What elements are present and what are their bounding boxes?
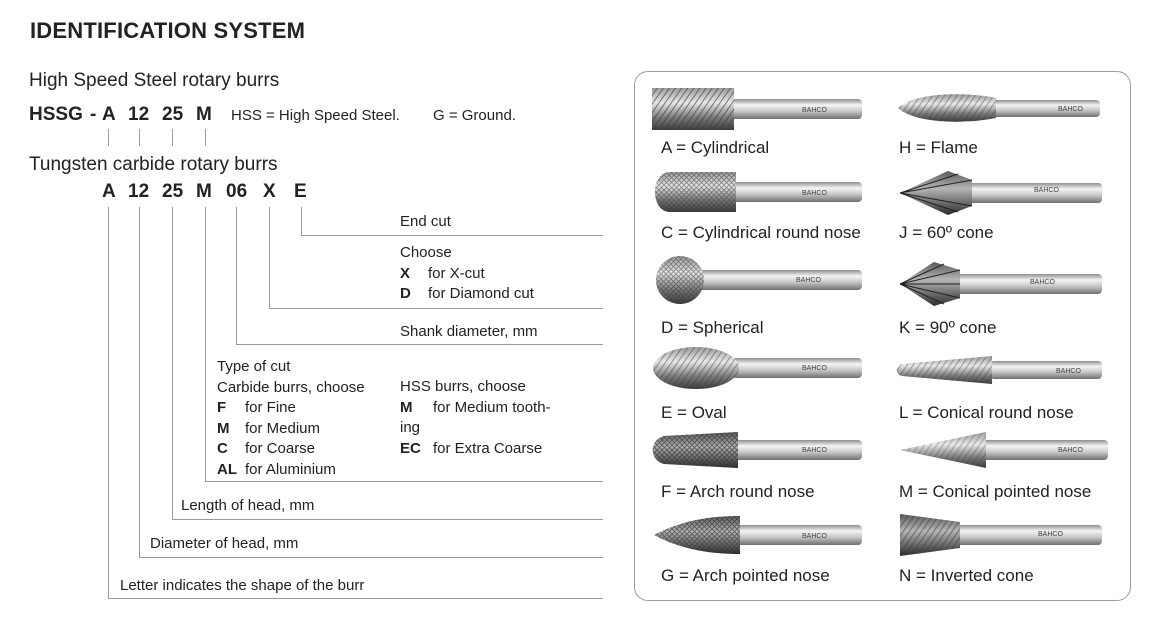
legend-carbide-choose: Carbide burrs, choose [217,378,365,396]
legend-diamond-key: D [400,285,411,302]
burr-conical-pointed-nose-image [898,430,1110,470]
burr-cylindrical-round-nose-image [654,170,864,214]
connector-endcut-h [301,235,603,236]
legend-choose-block [400,243,534,305]
brand-mark: BAHCO [1058,447,1083,454]
legend-length: Length of head, mm [181,497,315,514]
brand-mark: BAHCO [796,277,821,284]
carbide-code-cut: M [196,181,212,202]
connector-endcut-v [301,207,302,236]
carbide-code-xcut: X [263,181,276,202]
brand-mark: BAHCO [1058,106,1083,113]
legend-end-cut: End cut [400,213,451,230]
legend-hss-key: EC [400,439,421,457]
legend-choose: Choose [400,244,452,261]
hss-code-cut: M [196,104,212,125]
legend-carbide-row [217,460,365,481]
burr-cylindrical-image [652,86,864,132]
hss-connector-25 [172,129,173,146]
legend-hss-row [400,418,551,439]
legend-carbide-key: C [217,440,228,457]
legend-type-block [217,357,365,480]
hss-code-length: 25 [162,104,184,125]
legend-carbide-text: for Coarse [245,440,316,457]
carbide-code-shank: 06 [226,181,248,202]
brand-mark: BAHCO [1038,531,1063,538]
brand-mark: BAHCO [802,107,827,114]
legend-shank: Shank diameter, mm [400,323,538,340]
brand-mark: BAHCO [802,533,827,540]
shape-label-a: A = Cylindrical [661,138,770,157]
hss-code-diameter: 12 [128,104,150,125]
shape-label-c: C = Cylindrical round nose [661,223,861,242]
legend-diameter: Diameter of head, mm [150,535,299,552]
legend-carbide-row [217,439,365,460]
legend-hss-text: for Extra Coarse [433,439,543,457]
legend-hss-block [400,377,551,459]
hss-note-ground: G = Ground. [433,107,516,124]
hss-code-shape: A [102,104,116,125]
burr-flame-image [896,86,1102,130]
brand-mark: BAHCO [802,365,827,372]
brand-mark: BAHCO [802,447,827,454]
shape-label-f: F = Arch round nose [661,482,815,501]
legend-xcut-text: for X-cut [428,264,485,282]
burr-conical-round-nose-image [896,354,1104,386]
legend-hss-row [400,398,551,419]
connector-diameter-v [139,207,140,558]
brand-mark: BAHCO [1056,368,1081,375]
legend-carbide-text: for Medium [245,419,321,437]
legend-xcut-row [400,264,534,285]
hss-note-material: HSS = High Speed Steel. [231,107,400,124]
hss-heading: High Speed Steel rotary burrs [29,70,280,91]
carbide-code-shape: A [102,181,116,202]
burr-arch-round-nose-image [652,430,864,470]
burr-inverted-cone-image [898,512,1104,558]
hss-code-prefix: HSSG [29,104,83,125]
legend-diamond-row [400,284,534,305]
connector-cut-v [205,207,206,482]
shape-label-j: J = 60º cone [899,223,994,242]
shape-label-k: K = 90º cone [899,318,997,337]
legend-carbide-row [217,398,365,419]
carbide-code-length: 25 [162,181,184,202]
hss-connector-12 [139,129,140,146]
legend-carbide-text: for Aluminium [245,460,336,478]
legend-hss-text: ing [400,419,421,436]
brand-mark: BAHCO [802,190,827,197]
connector-letter-h [108,598,603,599]
legend-hss-choose: HSS burrs, choose [400,378,526,395]
legend-carbide-key: F [217,399,227,416]
hss-connector-a [108,129,109,146]
connector-letter-v [108,207,109,599]
shape-label-g: G = Arch pointed nose [661,566,830,585]
brand-mark: BAHCO [1030,279,1055,286]
shape-label-h: H = Flame [899,138,978,157]
burr-oval-image [652,346,864,390]
legend-carbide-row [217,419,365,440]
connector-length-v [172,207,173,520]
burr-90-cone-image [898,260,1104,306]
page-title: IDENTIFICATION SYSTEM [30,18,306,43]
legend-type-of-cut: Type of cut [217,358,291,375]
shape-label-m: M = Conical pointed nose [899,482,1092,501]
burr-arch-pointed-nose-image [652,514,864,556]
hss-code-dash: - [90,104,97,125]
legend-hss-row [400,439,551,460]
burr-60-cone-image [898,168,1104,216]
burr-spherical-image [656,254,864,308]
carbide-code-diameter: 12 [128,181,150,202]
legend-hss-text: for Medium tooth- [433,398,551,416]
legend-carbide-key: AL [217,460,237,478]
legend-hss-key: M [400,398,413,416]
shape-label-d: D = Spherical [661,318,764,337]
legend-xcut-key: X [400,264,411,282]
connector-cut-h [205,481,603,482]
legend-carbide-key: M [217,419,230,437]
legend-letter: Letter indicates the shape of the burr [120,577,365,594]
connector-shank-v [236,207,237,345]
legend-diamond-text: for Diamond cut [428,285,534,302]
connector-xcut-v [269,207,270,309]
connector-xcut-h [269,308,603,309]
shape-label-n: N = Inverted cone [899,566,1034,585]
hss-connector-m [205,129,206,146]
legend-carbide-text: for Fine [245,399,296,416]
connector-length-h [172,519,603,520]
connector-shank-h [236,344,603,345]
shape-label-e: E = Oval [661,403,727,422]
shape-label-l: L = Conical round nose [899,403,1074,422]
carbide-heading: Tungsten carbide rotary burrs [29,154,278,175]
carbide-code-endcut: E [294,181,307,202]
brand-mark: BAHCO [1034,187,1059,194]
connector-diameter-h [139,557,603,558]
